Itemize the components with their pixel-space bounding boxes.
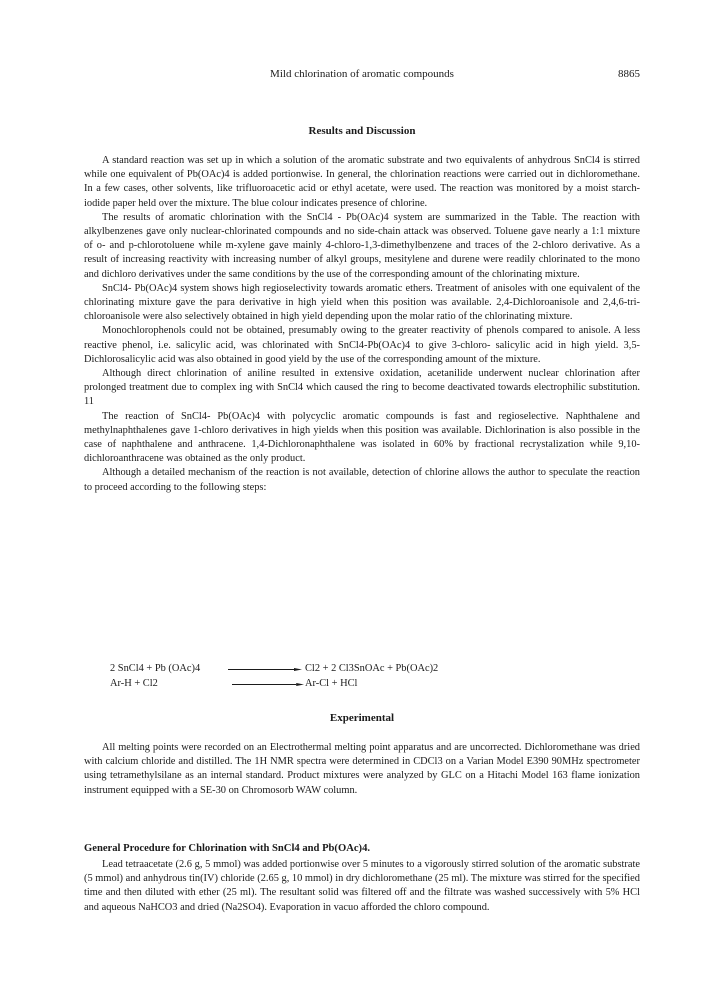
procedure-paragraph: Lead tetraacetate (2.6 g, 5 mmol) was added portionwise over 5 minutes to a vigorously stirred solution of the aromatic substrate (5 mmol) and anhydrous tin(IV) chloride (2.65 g, 10 mmol) in dry dichloromethane (25 ml). The mixture was stirred for the specified time and then diluted with ether (25 ml). The resultant solid was filtered off and the filtrate was washed successively with 5% HCl and aqueous NaHCO3 and dried (Na2SO4). Evaporation in vacuo afforded the chloro compound. [84, 859, 640, 913]
running-title: Mild chlorination of aromatic compounds [270, 68, 454, 80]
procedure-body [84, 858, 640, 915]
results-heading: Results and Discussion [308, 125, 416, 137]
experimental-body [84, 741, 640, 798]
results-paragraph-5: Although direct chlorination of aniline resulted in extensive oxidation, acetanilide underwent nuclear chlorination after prolonged treatment due to complex ing with SnCl4 which caused the ring to become deactivated towards electrophilic substitution. 11 [84, 368, 640, 408]
results-paragraph-3: SnCl4- Pb(OAc)4 system shows high regioselectivity towards aromatic ethers. Treatment of anisoles with one equivalent of the chlorinating mixture gave the para derivative in high yield when this position was available. 2,4-Dichloroanisole and 2,4,6-tri- chloroanisole were also selectively obtained in high yield depending upon the molar ratio of the chlorinating mixture. [84, 282, 640, 323]
reaction-step-2-reactants: Ar-H + Cl2 [110, 678, 158, 689]
results-paragraph-7: Although a detailed mechanism of the reaction is not available, detection of chlorine allows the author to speculate the reaction to proceed according to the following steps: [84, 467, 640, 493]
results-paragraph-4: Monochlorophenols could not be obtained, presumably owing to the greater reactivity of phenols compared to anisole. A less reactive phenol, i.e. salicylic acid, was chlorinated with SnCl4-Pb(OAc)4 to give 3-chloro- salicylic acid in high yield. 3,5-Dichlorosalicylic acid was also obtained in good yield by the use of the corresponding amount of the mixture. [84, 325, 640, 365]
page-number: 8865 [618, 68, 640, 80]
reaction-step-1 [110, 662, 570, 677]
results-paragraph-2: The results of aromatic chlorination with the SnCl4 - Pb(OAc)4 system are summarized in the Table. The reaction with alkylbenzenes gave only nuclear-chlorinated compounds and no side-chain attack was observed. Toluene gave nearly a 1:1 mixture of o- and p-chlorotoluene while m-xylene gave mainly 4-chloro-1,3-dimethylbenzene and traces of the 2-chloro derivative. As a result of increasing reactivity with increasing number of alkyl groups, mesitylene and durene were readily chlorinated to the mono and dichloro derivatives under the same conditions by the use of the corresponding amount of the chlorinating mixture. [84, 211, 640, 280]
running-head [84, 68, 640, 84]
experimental-heading: Experimental [329, 712, 395, 724]
reaction-arrow-icon [232, 683, 304, 686]
reaction-step-2 [110, 677, 570, 692]
results-paragraph-1: A standard reaction was set up in which a solution of the aromatic substrate and two equivalents of anhydrous SnCl4 is stirred while one equivalent of Pb(OAc)4 is added portionwise. In general, the chlorination reactions were carried out in dichloromethane. In a few cases, other solvents, like trifluoroacetic acid or ethyl acetate, were used. The reaction was monitored by a moist starch-iodide paper held over the mixture. The blue colour indicates presence of chlorine. [84, 155, 640, 209]
reaction-scheme [110, 662, 570, 692]
reaction-step-1-reactants: 2 SnCl4 + Pb (OAc)4 [110, 663, 201, 674]
results-body [84, 154, 640, 495]
reaction-step-2-products: Ar-Cl + HCl [305, 678, 358, 689]
results-paragraph-6: The reaction of SnCl4- Pb(OAc)4 with polycyclic aromatic compounds is fast and regioselective. Naphthalene and methylnaphthalenes gave 1-chloro derivatives in high yields when this position was available. Dichlorination is also possible in the case of naphthalene and anthracene. 1,4-Dichloronaphthalene was isolated in 60% by fractional recrystalization while 9,10-dichloroanthracene was obtained as the only product. [84, 410, 640, 465]
procedure-heading: General Procedure for Chlorination with SnCl4 and Pb(OAc)4. [84, 843, 371, 854]
reaction-step-1-products: Cl2 + 2 Cl3SnOAc + Pb(OAc)2 [305, 663, 439, 674]
experimental-paragraph: All melting points were recorded on an Electrothermal melting point apparatus and are uncorrected. Dichloromethane was dried with calcium chloride and distilled. The 1H NMR spectra were determined in CDCl3 on a Varian Model E390 90MHz spectrometer using tetramethylsilane as an internal standard. Product mixtures were analyzed by GLC on a Hitachi Model 163 flame ionization instrument equipped with a SE-30 on Chromosorb WAW column. [84, 742, 640, 796]
reaction-arrow-icon [228, 668, 302, 671]
